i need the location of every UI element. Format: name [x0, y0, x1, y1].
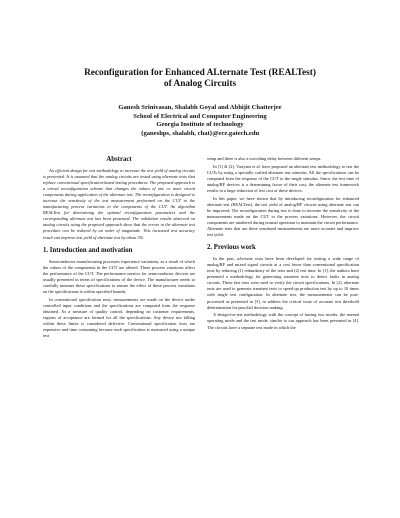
- author-department: School of Electrical and Computer Engineering: [133, 112, 267, 120]
- paper-title: [40, 68, 360, 90]
- section-1-heading: 1. Introduction and motivation: [43, 246, 133, 254]
- title-line-2: of Analog Circuits: [163, 79, 237, 89]
- section-2-paragraph-1: [207, 256, 359, 310]
- author-institution: Georgia Institute of technology: [156, 121, 244, 129]
- section-1-paragraph-3: In [1] & [2], Variyam et al. have proposed an alternate test methodology to test the CUTs by using a specially crafted alternate test stimulus. All the specifications can be computed from the response of the CUT to the single stimulus. Since, the test time of analog/RF devices is a determining factor of their cost, the alternate test framework results in a large reduction of test cost of these devices.: [207, 163, 359, 194]
- left-column: [43, 156, 195, 341]
- section-2-p1-rest: have been developed for testing a wide range of analog/RF and mixed signal circuits at a cost lower than conventional specification tests by reducing (1) redundancy of the tests and (2) test time. In [1], the authors have presented a methodology for generating transient tests to detect faults in analog circuits. These fast tests were used to verify the circuit specifications. In [2], alternate tests are used to generate transient tests to speed up production test by up to 10 times with single test configuration. In alternate test, the measurements can be post-processed as presented in [3], to address the critical issue of accurate test threshold determination for pass/fail decision making.: [207, 256, 359, 310]
- section-2-p1-lead: In the past,: [213, 256, 238, 262]
- abstract-section: [43, 156, 195, 241]
- author-block: [40, 104, 360, 138]
- abstract-text: An efficient design for test methodology to increase the test yield of analog circuits is presented. It is assumed that the analog circuits are tested using alternate tests that replace conventional specification-based testing procedures. The proposed approach is a circuit reconfiguration scheme that changes the values of one or more circuit components during application of the alternate test. The reconfiguration is designed to increase the sensitivity of the test measurement performed on the CUT to the manufacturing process variations in the components of the CUT. An algorithm REALTest for determining the optimal reconfiguration parameters and the corresponding alternate test has been presented. The validation results observed on analog circuits using the proposed approach show that the errors in the alternate test procedure can be reduced by an order of magnitude. This increased test accuracy result can improve test yield of alternate test by about 5%.: [43, 168, 195, 240]
- title-line-1: Reconfiguration for Enhanced ALternate Test (REALTest): [84, 68, 316, 78]
- section-1-paragraph-2: In conventional specification tests, measurements are made on the device under controlled input conditions and the specifications are computed from the response obtained. As a measure of quality control, depending on customer requirements, regions of acceptance are formed for all the specifications. Any device not falling within these limits is considered defective. Conventional specification tests are expensive and time consuming because each specification is measured using a unique test: [43, 296, 195, 338]
- section-2-p1-emphasis: alternate tests: [237, 256, 263, 262]
- right-column: [207, 156, 359, 332]
- section-1-paragraph-1: Semiconductor manufacturing processes experience variations, as a result of which the values of the components in the CUT are altered. These process variations affect the performance of the CUT. The performance metrics for semiconductor devices are usually presented in terms of specifications of the device. The manufacturer needs to carefully measure these specifications to ensure the effect of these process variations on the specifications is within specified bounds.: [43, 258, 195, 294]
- abstract-heading: Abstract: [106, 156, 132, 163]
- section-1-paragraph-4: In this paper, we have shown that by introducing reconfiguration for enhanced alternate test (REALTest), the test yield of analog/RF circuits using alternate test can be improved. The reconfiguration during test is done to increase the sensitivity of the measurements made on the CUT to the process variations. However, the circuit components are unaltered during normal operation to maintain the circuit performance. Alternate tests that use these sensitized measurements are more accurate and improve test yield.: [207, 195, 359, 238]
- author-names: Ganesh Srinivasan, Shalabh Goyal and Abhijit Chatterjee: [118, 104, 282, 111]
- author-emails: {ganeshps, shalabh, chat}@ece.gatech.edu: [140, 129, 260, 137]
- section-2-heading: 2. Previous work: [207, 244, 256, 252]
- continued-paragraph: setup and there is also a switching delay between different setups.: [207, 156, 322, 161]
- section-2-paragraph-2: A design-for-test methodology with the concept of having two modes, the normal operating mode and the test mode, similar to our approach has been presented in [4]. The circuits have a separate test mode in which the: [207, 312, 359, 330]
